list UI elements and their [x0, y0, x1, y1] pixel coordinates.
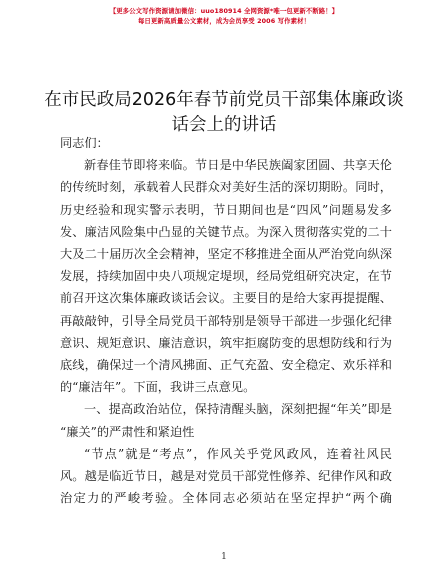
- paragraph-line: 历史经验和现实警示表明，节日期间也是“四风”问题易发多: [60, 202, 392, 217]
- paragraph-section-1: [60, 443, 392, 510]
- section-heading-line: 一、提高政治站位，保持清醒头脑，深刻把握“年关”即是: [84, 402, 392, 417]
- page-number: 1: [221, 552, 227, 562]
- document-title-line-1: 在市民政局2026年春节前党员干部集体廉政谈: [44, 90, 404, 110]
- paragraph-line: 大及二十届历次全会精神，坚定不移推进全面从严治党向纵深: [60, 247, 392, 262]
- document-title-line-2: 话会上的讲话: [171, 115, 277, 135]
- section-heading-line: “廉关”的严肃性和紧迫性: [60, 424, 195, 439]
- paragraph-line: 新春佳节即将来临。节日是中华民族阖家团圆、共享天伦: [84, 158, 392, 173]
- paragraph-line: 发、廉洁风险集中凸显的关键节点。为深入贯彻落实党的二十: [60, 224, 392, 239]
- document-title: [40, 88, 408, 138]
- paragraph-line: 发展，持续加固中央八项规定堤坝，经局党组研究决定，在节: [60, 269, 392, 284]
- document-body: [60, 132, 392, 509]
- paragraph-line: 意识、规矩意识、廉洁意识，筑牢拒腐防变的思想防线和行为: [60, 335, 392, 350]
- paragraph-line: 风。越是临近节日，越是对党员干部党性修养、纪律作风和政: [60, 469, 392, 484]
- paragraph-line: 前召开这次集体廉政谈话会议。主要目的是给大家再提提醒、: [60, 291, 392, 306]
- paragraph-line: 的“廉洁年”。下面，我讲三点意见。: [60, 380, 256, 395]
- paragraph-line: 治定力的严峻考验。全体同志必须站在坚定捍护“两个确: [60, 491, 392, 506]
- promo-banner: [0, 6, 448, 26]
- paragraph-intro: [60, 154, 392, 398]
- paragraph-line: “节点”就是“考点”，作风关乎党风政风，连着社风民: [84, 446, 392, 461]
- promo-banner-line-1: 【更多公文写作资源请加微信：uuo180914 全网资源*唯一包更新不断路！】: [109, 7, 339, 15]
- paragraph-line: 的传统时刻，承载着人民群众对美好生活的深切期盼。同时，: [60, 180, 392, 195]
- salutation: 同志们：: [60, 136, 109, 150]
- paragraph-line: 底线，确保过一个清风拂面、正气充盈、安全稳定、欢乐祥和: [60, 358, 392, 373]
- paragraph-line: 再敲敲钟，引导全局党员干部特别是领导干部进一步强化纪律: [60, 313, 392, 328]
- section-heading-1: [60, 398, 392, 442]
- promo-banner-line-2: 每日更新高质量公文素材，成为会员享受 2006 写作素材！: [137, 17, 311, 25]
